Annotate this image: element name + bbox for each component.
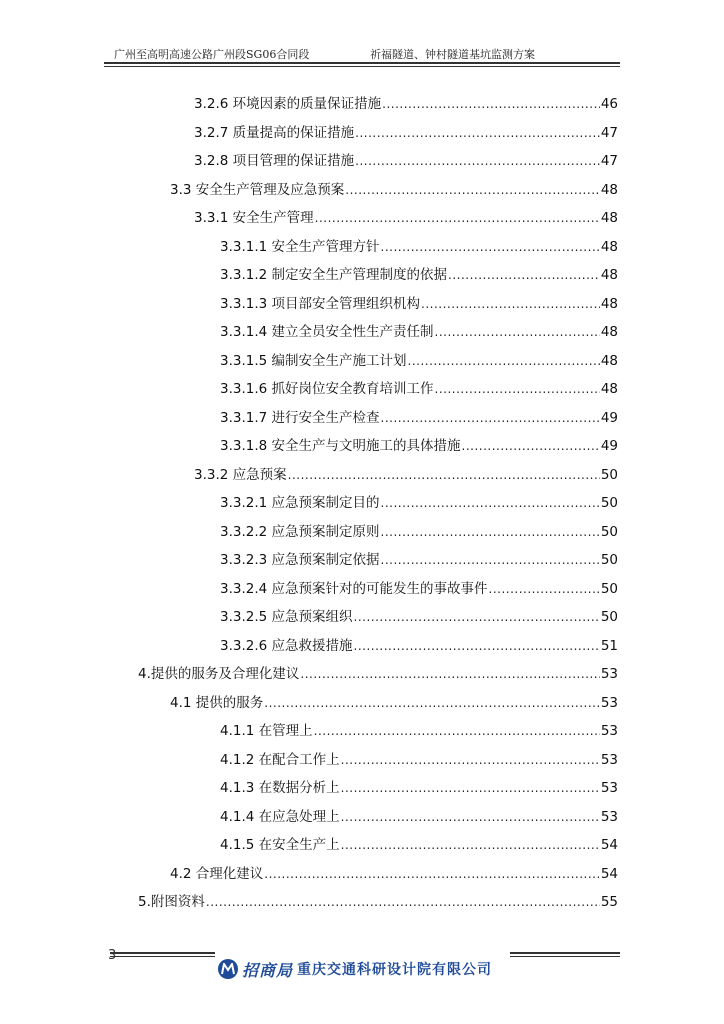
toc-entry-page: 50 xyxy=(600,609,618,625)
toc-entry[interactable] xyxy=(194,206,618,228)
toc-entry-page: 53 xyxy=(600,780,618,796)
toc-leader-dots xyxy=(421,297,600,311)
toc-entry-label: 5.附图资料 xyxy=(138,894,205,910)
toc-entry-page: 46 xyxy=(600,96,618,112)
toc-entry[interactable] xyxy=(170,691,618,713)
toc-entry-label: 3.3.1 安全生产管理 xyxy=(194,210,314,226)
cm-logo-mark-icon xyxy=(221,963,235,975)
footer-rule-left-thick xyxy=(110,952,215,954)
toc-leader-dots xyxy=(341,810,600,824)
toc-entry[interactable] xyxy=(220,805,618,827)
toc-leader-dots xyxy=(355,154,600,168)
toc-leader-dots xyxy=(341,753,600,767)
toc-entry-label: 4.1.4 在应急处理上 xyxy=(220,808,340,825)
toc-leader-dots xyxy=(408,354,600,368)
toc-entry-page: 47 xyxy=(600,153,618,169)
toc-entry[interactable] xyxy=(220,605,618,627)
toc-entry[interactable] xyxy=(220,434,618,456)
toc-entry[interactable] xyxy=(220,320,618,342)
toc-entry-page: 55 xyxy=(600,894,618,910)
toc-entry-label: 4.2 合理化建议 xyxy=(170,865,264,882)
toc-entry[interactable] xyxy=(220,520,618,542)
toc-entry-page: 54 xyxy=(600,865,618,882)
toc-entry[interactable] xyxy=(220,263,618,285)
toc-leader-dots xyxy=(381,240,600,254)
cm-logo-icon xyxy=(218,959,238,979)
footer-rule-left-thin xyxy=(110,956,215,957)
toc-entry-label: 3.3 安全生产管理及应急预案 xyxy=(170,181,345,198)
toc-entry[interactable] xyxy=(194,149,618,171)
toc-entry-label: 3.3.1.6 抓好岗位安全教育培训工作 xyxy=(220,381,434,397)
toc-entry[interactable] xyxy=(220,748,618,770)
toc-leader-dots xyxy=(341,781,600,795)
toc-entry[interactable] xyxy=(220,292,618,314)
toc-leader-dots xyxy=(354,610,600,624)
toc-entry-label: 3.2.6 环境因素的质量保证措施 xyxy=(194,96,382,112)
toc-entry[interactable] xyxy=(220,634,618,656)
header-project-name: 广州至高明高速公路广州段SG06合同段 xyxy=(114,48,310,61)
toc-leader-dots xyxy=(288,468,600,482)
toc-leader-dots xyxy=(315,211,600,225)
toc-entry-page: 48 xyxy=(600,267,618,283)
header-rule-thin xyxy=(104,66,620,67)
toc-entry-label: 3.3.2 应急预案 xyxy=(194,466,287,483)
toc-entry-page: 53 xyxy=(600,694,618,711)
toc-leader-dots xyxy=(314,724,600,738)
toc-entry-label: 3.3.2.5 应急预案组织 xyxy=(220,609,353,625)
toc-entry[interactable] xyxy=(220,377,618,399)
toc-entry-page: 53 xyxy=(600,751,618,768)
toc-entry-label: 3.3.1.1 安全生产管理方针 xyxy=(220,238,380,255)
toc-entry-page: 48 xyxy=(600,210,618,226)
footer-rule-right-thin xyxy=(510,956,620,957)
toc-entry-page: 53 xyxy=(600,808,618,825)
toc-leader-dots xyxy=(435,382,600,396)
toc-entry-page: 50 xyxy=(600,580,618,597)
toc-entry[interactable] xyxy=(194,463,618,485)
toc-entry-page: 49 xyxy=(600,438,618,454)
toc-leader-dots xyxy=(300,667,599,681)
toc-leader-dots xyxy=(264,867,600,881)
toc-entry-page: 50 xyxy=(600,466,618,483)
toc-entry-label: 3.2.7 质量提高的保证措施 xyxy=(194,124,355,141)
page-number: 3 xyxy=(108,948,117,963)
footer-rule-right-thick xyxy=(510,952,620,954)
toc-entry-label: 4.1.1 在管理上 xyxy=(220,723,313,739)
toc-entry-label: 3.3.2.4 应急预案针对的可能发生的事故事件 xyxy=(220,580,488,597)
toc-entry-page: 49 xyxy=(600,409,618,426)
toc-entry-label: 3.3.2.2 应急预案制定原则 xyxy=(220,523,380,540)
toc-entry-page: 54 xyxy=(600,837,618,853)
toc-entry-page: 48 xyxy=(600,238,618,255)
toc-entry-page: 53 xyxy=(600,723,618,739)
toc-entry-page: 48 xyxy=(600,181,618,198)
toc-leader-dots xyxy=(381,525,600,539)
toc-leader-dots xyxy=(435,325,600,339)
toc-entry[interactable] xyxy=(194,92,618,114)
toc-entry-page: 47 xyxy=(600,124,618,141)
toc-entry-page: 48 xyxy=(600,381,618,397)
toc-leader-dots xyxy=(345,183,600,197)
brand-mark: 招商局 xyxy=(242,960,294,980)
toc-entry-page: 53 xyxy=(600,666,618,682)
header-document-title: 祈福隧道、钟村隧道基坑监测方案 xyxy=(370,48,535,61)
toc-entry[interactable] xyxy=(170,862,618,884)
toc-entry[interactable] xyxy=(138,662,618,684)
toc-entry-label: 4.1.5 在安全生产上 xyxy=(220,837,340,853)
toc-entry[interactable] xyxy=(220,235,618,257)
toc-entry[interactable] xyxy=(220,776,618,798)
toc-entry-page: 48 xyxy=(600,352,618,369)
footer-brand xyxy=(218,958,492,980)
toc-entry-label: 4.1 提供的服务 xyxy=(170,694,264,711)
toc-entry[interactable] xyxy=(138,890,618,912)
toc-leader-dots xyxy=(489,582,600,596)
toc-entry-label: 3.3.2.1 应急预案制定目的 xyxy=(220,495,380,511)
toc-entry-page: 50 xyxy=(600,552,618,568)
toc-entry[interactable] xyxy=(220,833,618,855)
toc-leader-dots xyxy=(381,496,600,510)
toc-leader-dots xyxy=(381,411,600,425)
toc-entry-label: 3.3.1.4 建立全员安全性生产责任制 xyxy=(220,324,434,340)
toc-leader-dots xyxy=(354,639,600,653)
toc-entry-label: 3.2.8 项目管理的保证措施 xyxy=(194,153,355,169)
toc-entry[interactable] xyxy=(220,577,618,599)
toc-entry-page: 48 xyxy=(600,324,618,340)
toc-entry-page: 48 xyxy=(600,295,618,312)
toc-entry[interactable] xyxy=(170,178,618,200)
toc-entry-label: 3.3.1.3 项目部安全管理组织机构 xyxy=(220,295,421,312)
toc-entry-label: 3.3.2.3 应急预案制定依据 xyxy=(220,552,380,568)
toc-entry[interactable] xyxy=(220,349,618,371)
toc-entry[interactable] xyxy=(220,406,618,428)
toc-entry-label: 4.1.3 在数据分析上 xyxy=(220,780,340,796)
toc-leader-dots xyxy=(264,696,600,710)
header-rule-thick xyxy=(104,62,620,64)
toc-leader-dots xyxy=(382,97,600,111)
toc-leader-dots xyxy=(381,553,600,567)
toc-leader-dots xyxy=(462,439,600,453)
toc-entry[interactable] xyxy=(220,491,618,513)
toc-leader-dots xyxy=(341,838,600,852)
toc-entry[interactable] xyxy=(194,121,618,143)
toc-entry-label: 3.3.1.5 编制安全生产施工计划 xyxy=(220,352,407,369)
toc-leader-dots xyxy=(206,895,600,909)
toc-entry-label: 3.3.1.2 制定安全生产管理制度的依据 xyxy=(220,267,448,283)
toc-entry-page: 51 xyxy=(600,637,618,654)
toc-leader-dots xyxy=(355,126,600,140)
toc-entry-label: 3.3.2.6 应急救援措施 xyxy=(220,637,353,654)
toc-entry[interactable] xyxy=(220,548,618,570)
page-header xyxy=(104,44,620,62)
brand-name: 重庆交通科研设计院有限公司 xyxy=(297,962,493,978)
toc-leader-dots xyxy=(448,268,600,282)
toc-entry-page: 50 xyxy=(600,495,618,511)
toc-entry[interactable] xyxy=(220,719,618,741)
toc-entry-label: 3.3.1.8 安全生产与文明施工的具体措施 xyxy=(220,438,461,454)
toc-entry-page: 50 xyxy=(600,523,618,540)
toc-entry-label: 3.3.1.7 进行安全生产检查 xyxy=(220,409,380,426)
toc-entry-label: 4.1.2 在配合工作上 xyxy=(220,751,340,768)
toc-entry-label: 4.提供的服务及合理化建议 xyxy=(138,666,300,682)
